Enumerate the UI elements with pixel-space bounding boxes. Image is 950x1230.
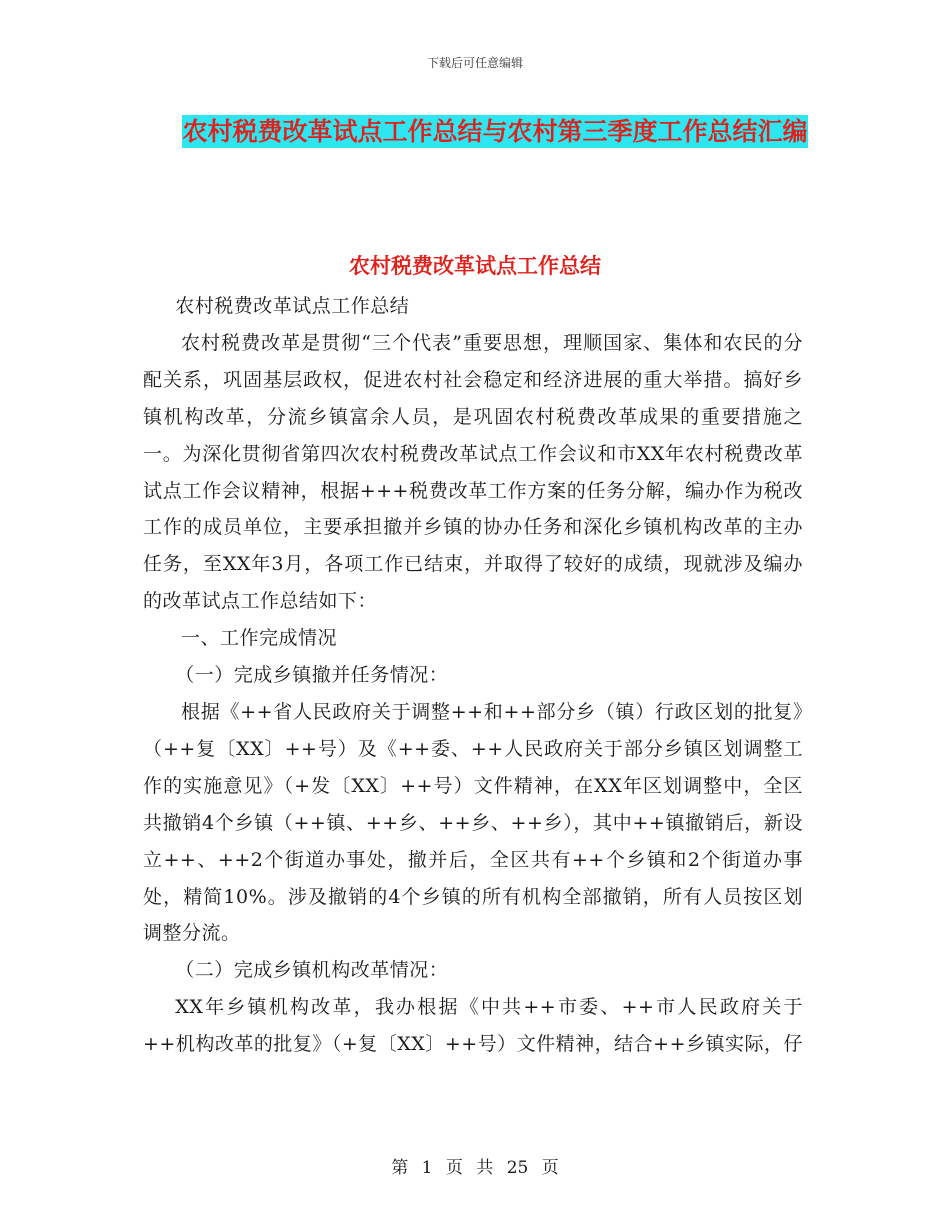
heading-work-status: 一、工作完成情况 [181,627,338,650]
paragraph-subtitle: 农村税费改革试点工作总结 [175,295,410,317]
subheading-institutional-reform: （二）完成乡镇机构改革情况： [175,959,449,982]
page-footer: 第 1 页 共 25 页 [391,1158,559,1178]
paragraph: 根据《++省人民政府关于调整++和++部分乡（镇）行政区划的批复》（++复〔XX〕++号）及《++委、++人民政府关于部分乡镇区划调整工作的实施意见》（+发〔XX〕++号）文件精神，在XX年区划调整中，全区共撤销4个乡镇（++镇、++乡、++乡、++乡），其中++镇撤销后，新设立++、++2个街道办事处，撤并后，全区共有++个乡镇和2个街道办事处，精简10%。涉及撤销的4个乡镇的所有机构全部撤销，所有人员按区划调整分流。 [143,700,803,945]
document-title [175,108,815,155]
header-note: 下载后可任意编辑 [426,56,523,70]
paragraph: 农村税费改革是贯彻“三个代表”重要思想，理顺国家、集体和农民的分配关系，巩固基层政权，促进农村社会稳定和经济进展的重大举措。搞好乡镇机构改革，分流乡镇富余人员，是巩固农村税费改革成果的重要措施之一。为深化贯彻省第四次农村税费改革试点工作会议和市XX年农村税费改革试点工作会议精神，根据+++税费改革工作方案的任务分解，编办作为税改工作的成员单位，主要承担撤并乡镇的协办任务和深化乡镇机构改革的主办任务，至XX年3月，各项工作已结束，并取得了较好的成绩，现就涉及编办的改革试点工作总结如下： [143,331,803,613]
document-body [143,288,803,1063]
document-title-text: 农村税费改革试点工作总结与农村第三季度工作总结汇编 [182,117,808,146]
section-title: 农村税费改革试点工作总结 [349,254,601,278]
paragraph: XX年乡镇机构改革，我办根据《中共++市委、++市人民政府关于++机构改革的批复》（+复〔XX〕++号）文件精神，结合++乡镇实际，仔 [143,996,803,1056]
subheading-township-merge: （一）完成乡镇撤并任务情况： [175,664,449,687]
